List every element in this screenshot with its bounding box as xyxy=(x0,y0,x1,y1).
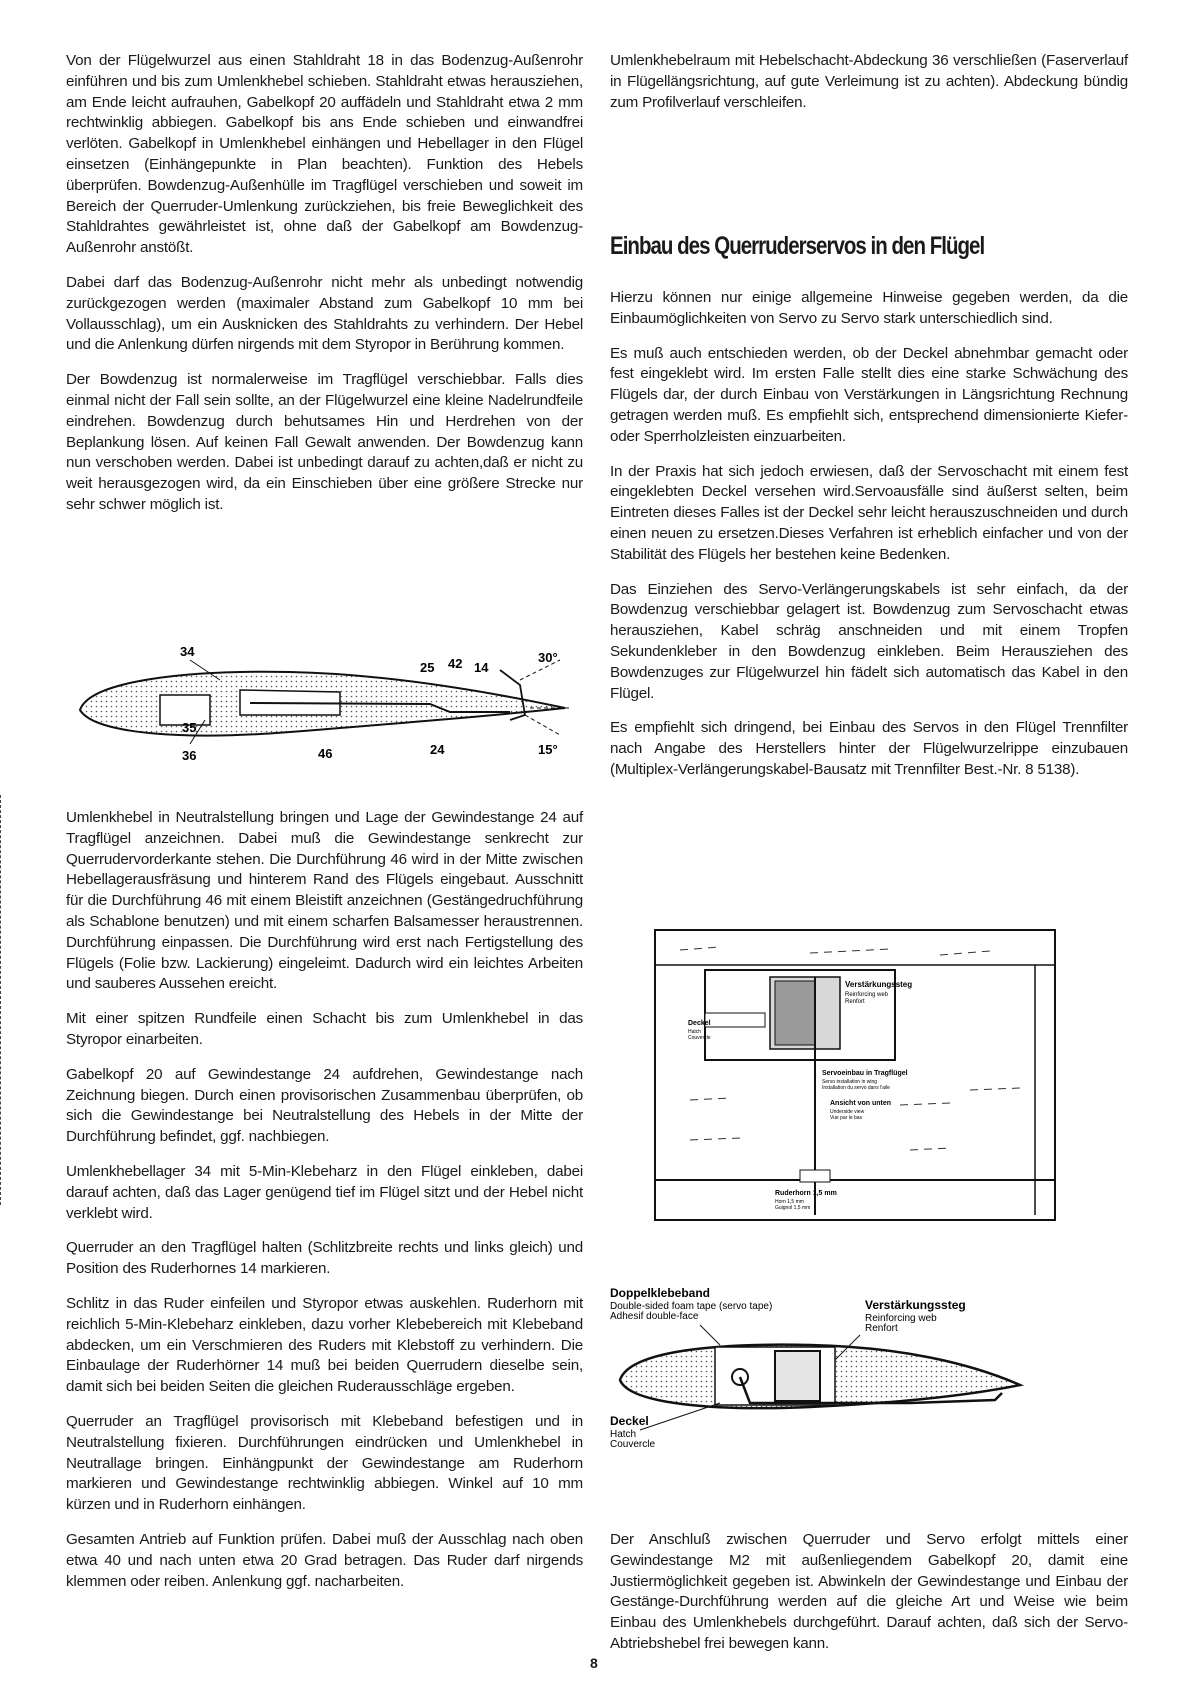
label-web-en: Reinforcing web xyxy=(845,992,889,998)
deflection-lines xyxy=(520,660,570,735)
servo-section-figure xyxy=(610,1285,1030,1455)
tape-en: Double-sided foam tape (servo tape) xyxy=(610,1301,773,1312)
label-servo-install: Servoeinbau in Tragflügel xyxy=(822,1070,908,1077)
paragraph: Mit einer spitzen Rundfeile einen Schacht bis zum Umlenkhebel in das Styropor einarbeiten. xyxy=(66,1010,583,1048)
label-35: 35 xyxy=(182,720,197,735)
paragraph: Von der Flügelwurzel aus einen Stahldraht 18 in das Bodenzug-Außenrohr einführen und bis zum Umlenkhebel schieben. Stahldraht etwas herausziehen, am Ende leicht aufrauhen, Gabelkopf 20 auffädeln und Stahldraht etwa 2 mm rechtwinklig abbiegen. Gabelkopf bis ans Ende schieben und einwandfrei verlöten. Gabelkopf in Umlenkhebel einhängen und Hebellager in den Flügel einsetzen (Einhängepunkte in Plan beachten). Funktion des Hebels überprüfen. Bowdenzug-Außenhülle im Tragflügel verschieben und soweit im Bereich der Querruder-Umlenkung zurückziehen, bis freie Beweglichkeit des Stahldrahtes gewährleistet ist, ohne daß der Gabelkopf am Bowdenzug-Außenrohr anstößt. xyxy=(66,52,583,257)
tape-title: Doppelklebeband xyxy=(610,1286,711,1300)
label-underside: Ansicht von unten xyxy=(830,1100,892,1107)
left-column xyxy=(66,51,583,530)
paragraph: Der Anschluß zwischen Querruder und Servo erfolgt mittels einer Gewindestange M2 mit außenliegendem Gabelkopf 20, damit eine Justiermöglichkeit gegeben ist. Abwinkeln der Gewindestange und Einbau der Gestänge-Durchführung werden auf die gleiche Art und Weise wie beim Einbau des Umlenkhebels durchgeführt. Darauf achten, daß sich der Servo-Abtriebshebel frei bewegen kann. xyxy=(610,1531,1128,1652)
paragraph: Schlitz in das Ruder einfeilen und Styropor etwas auskehlen. Ruderhorn mit reichlich 5-Min-Klebeharz einkleben, dazu vorher Klebebereich mit Klebeband abdecken, um ein Verschmieren des Ruders mit Klebstoff zu verhindern. Die Einbaulage der Ruderhörner 14 muß bei beiden Querrudern dieselbe sein, damit sich bei beiden Seiten die gleichen Ruderausschläge ergeben. xyxy=(66,1294,583,1396)
label-hatch-en: Hatch xyxy=(688,1029,702,1035)
cut-line xyxy=(0,795,3,1205)
paragraph: Umlenkhebelraum mit Hebelschacht-Abdeckung 36 verschließen (Faserverlauf in Flügellängsrichtung, auf gute Verleimung ist zu achten). Abdeckung bündig zum Profilverlauf verschleifen. xyxy=(610,52,1128,111)
label-web: Verstärkungssteg xyxy=(845,980,913,989)
label-36: 36 xyxy=(182,748,197,763)
paragraph: Es empfiehlt sich dringend, bei Einbau des Servos in den Flügel Trennfilter nach Angabe des Herstellers hinter der Flügelwurzelrippe einzubauen (Multiplex-Verlängerungskabel-Bausatz mit Trennfilter Best.-Nr. 8 5138). xyxy=(610,719,1128,778)
label-25: 25 xyxy=(420,660,435,675)
label-underside-en: Underside view xyxy=(830,1109,865,1115)
right-column-body xyxy=(610,288,1128,795)
label-30deg: 30° xyxy=(538,650,558,665)
label-46: 46 xyxy=(318,746,333,761)
hatch-en: Hatch xyxy=(610,1429,637,1440)
paragraph: Umlenkhebel in Neutralstellung bringen und Lage der Gewindestange 24 auf Tragflügel anzeichnen. Dabei muß die Gewindestange senkrecht zur Querrudervorderkante stehen. Die Durchführung 46 wird in der Mitte zwischen Hebellagerausfräsung und hinterem Rand des Flügels eingebaut. Ausschnitt für die Durchführung 46 mit einem Bleistift anzeichnen (Gestängedruchführung als Schablone benutzen) und mit einem scharfen Balsamesser heraustrennen. Durchführung einpassen. Die Durchführung wird erst nach Fertigstellung des Flügels (Folie bzw. Lackierung) eingeleimt. Dadurch wird ein leichtes Arbeiten und sauberes Aussehen ereicht. xyxy=(66,809,583,993)
paragraph: Das Einziehen des Servo-Verlängerungskabels ist sehr einfach, da der Bowdenzug verschiebbar gelagert ist. Bowdenzug zum Servoschacht etwas herausziehen, Kabel schräg anschneiden und mit einem Tropfen Sekundenkleber in den Bowdenzug einkleben. Beim Herausziehen des Bowdenzuges zur Flügelwurzel hin fädelt sich automatisch das Kabel in den Flügel. xyxy=(610,580,1128,702)
label-web-fr: Renfort xyxy=(845,999,865,1005)
page-number: 8 xyxy=(590,1655,598,1671)
paragraph: Gabelkopf 20 auf Gewindestange 24 aufdrehen, Gewindestange nach Zeichnung biegen. Durch einen provisorischen Zusammenbau überprüfen, ob sich die Gewindestange bei Neutralstellung des Hebels in der Mitte der Durchführung befindet, ggf. nachbiegen. xyxy=(66,1065,583,1146)
label-horn-en: Horn 1,5 mm xyxy=(775,1199,804,1205)
servo-top-figure xyxy=(650,925,1060,1225)
paragraph: Gesamten Antrieb auf Funktion prüfen. Dabei muß der Ausschlag nach oben etwa 40 und nach unten etwa 20 Grad betragen. Das Ruder darf nirgends klemmen oder reiben. Anlenkung ggf. nacharbeiten. xyxy=(66,1530,583,1590)
web-title: Verstärkungssteg xyxy=(865,1298,966,1312)
right-column-bottom xyxy=(610,1530,1128,1669)
label-horn-fr: Guignol 1,5 mm xyxy=(775,1205,811,1211)
label-42: 42 xyxy=(448,656,463,671)
tape-fr: Adhesif double-face xyxy=(610,1311,699,1322)
label-15deg: 15° xyxy=(538,742,558,757)
lever-figure xyxy=(70,640,580,765)
paragraph: Querruder an den Tragflügel halten (Schlitzbreite rechts und links gleich) und Position des Ruderhornes 14 markieren. xyxy=(66,1239,583,1278)
paragraph: In der Praxis hat sich jedoch erwiesen, daß der Servoschacht mit einem fest eingeklebten Deckel versehen wird.Servoausfälle sind äußerst selten, beim Eintreten dieses Falles ist der Deckel sehr leicht herauszuschneiden und durch einen neuen zu ersetzen.Dieses Verfahren ist erheblich einfacher und von der Stabilität des Flügels her bestehen keine Bedenken. xyxy=(610,462,1128,563)
paragraph: Der Bowdenzug ist normalerweise im Tragflügel verschiebbar. Falls dies einmal nicht der Fall sein sollte, an der Flügelwurzel eine kleine Nadelrundfeile eindrehen. Bowdenzug durch behutsames Hin und Herdrehen von der Beplankung lösen. Auf keinen Fall Gewalt anwenden. Der Bowdenzug kann nun verschoben werden. Dabei ist unbedingt darauf zu achten,daß er nicht zu weit herausgezogen wird, da ein Einschieben über eine größere Strecke nur sehr schwer möglich ist. xyxy=(66,371,583,513)
paragraph: Hierzu können nur einige allgemeine Hinweise gegeben werden, da die Einbaumöglichkeiten von Servo zu Servo stark unterschiedlich sind. xyxy=(610,289,1128,327)
label-servo-install-fr: Installation du servo dans l'aile xyxy=(822,1085,890,1091)
label-24: 24 xyxy=(430,742,445,757)
label-hatch-fr: Couvercle xyxy=(688,1035,711,1041)
label-underside-fr: Vue par le bas xyxy=(830,1115,863,1121)
left-column-bottom xyxy=(66,808,583,1606)
web-fr: Renfort xyxy=(865,1323,898,1334)
paragraph: Es muß auch entschieden werden, ob der Deckel abnehmbar gemacht oder fest eingeklebt wird. Im ersten Falle stellt dies eine starke Schwächung des Flügels dar, der durch Einbau von Verstärkungen in Längsrichtung Rechnung getragen werden muß. Es empfiehlt sich, entsprechend dimensionierte Kiefer- oder Sperrholzleisten einzuarbeiten. xyxy=(610,344,1128,445)
right-column xyxy=(610,51,1128,127)
label-hatch: Deckel xyxy=(688,1020,711,1027)
hatch-fr: Couvercle xyxy=(610,1439,656,1450)
paragraph: Umlenkhebellager 34 mit 5-Min-Klebeharz in den Flügel einkleben, dabei darauf achten, daß das Lager genügend tief im Flügel sitzt und der Hebel nicht verklebt wird. xyxy=(66,1162,583,1222)
label-34: 34 xyxy=(180,644,195,659)
label-horn: Ruderhorn 1,5 mm xyxy=(775,1190,837,1197)
hatch-title: Deckel xyxy=(610,1414,649,1428)
label-servo-install-en: Servo installation in wing xyxy=(822,1079,878,1085)
section-heading: Einbau des Querruderservos in den Flügel xyxy=(610,232,985,260)
paragraph: Querruder an Tragflügel provisorisch mit Klebeband befestigen und in Neutralstellung fixieren. Durchführungen eindrücken und Umlenkhebel in Neutrallage bringen. Einhängpunkt der Gewindestange am Ruderhorn markieren und Gewindestange rechtwinklig abbiegen. Winkel auf 10 mm kürzen und in Ruderhorn einhängen. xyxy=(66,1412,583,1514)
paragraph: Dabei darf das Bodenzug-Außenrohr nicht mehr als unbedingt notwendig zurückgezogen werden (maximaler Abstand zum Gabelkopf 10 mm bei Vollausschlag), um ein Ausknicken des Stahldrahts zu verhindern. Der Hebel und die Anlenkung dürfen nirgends mit dem Styropor in Berührung kommen. xyxy=(66,273,583,354)
servo xyxy=(775,1351,820,1401)
web-en: Reinforcing web xyxy=(865,1313,937,1324)
label-14: 14 xyxy=(474,660,489,675)
